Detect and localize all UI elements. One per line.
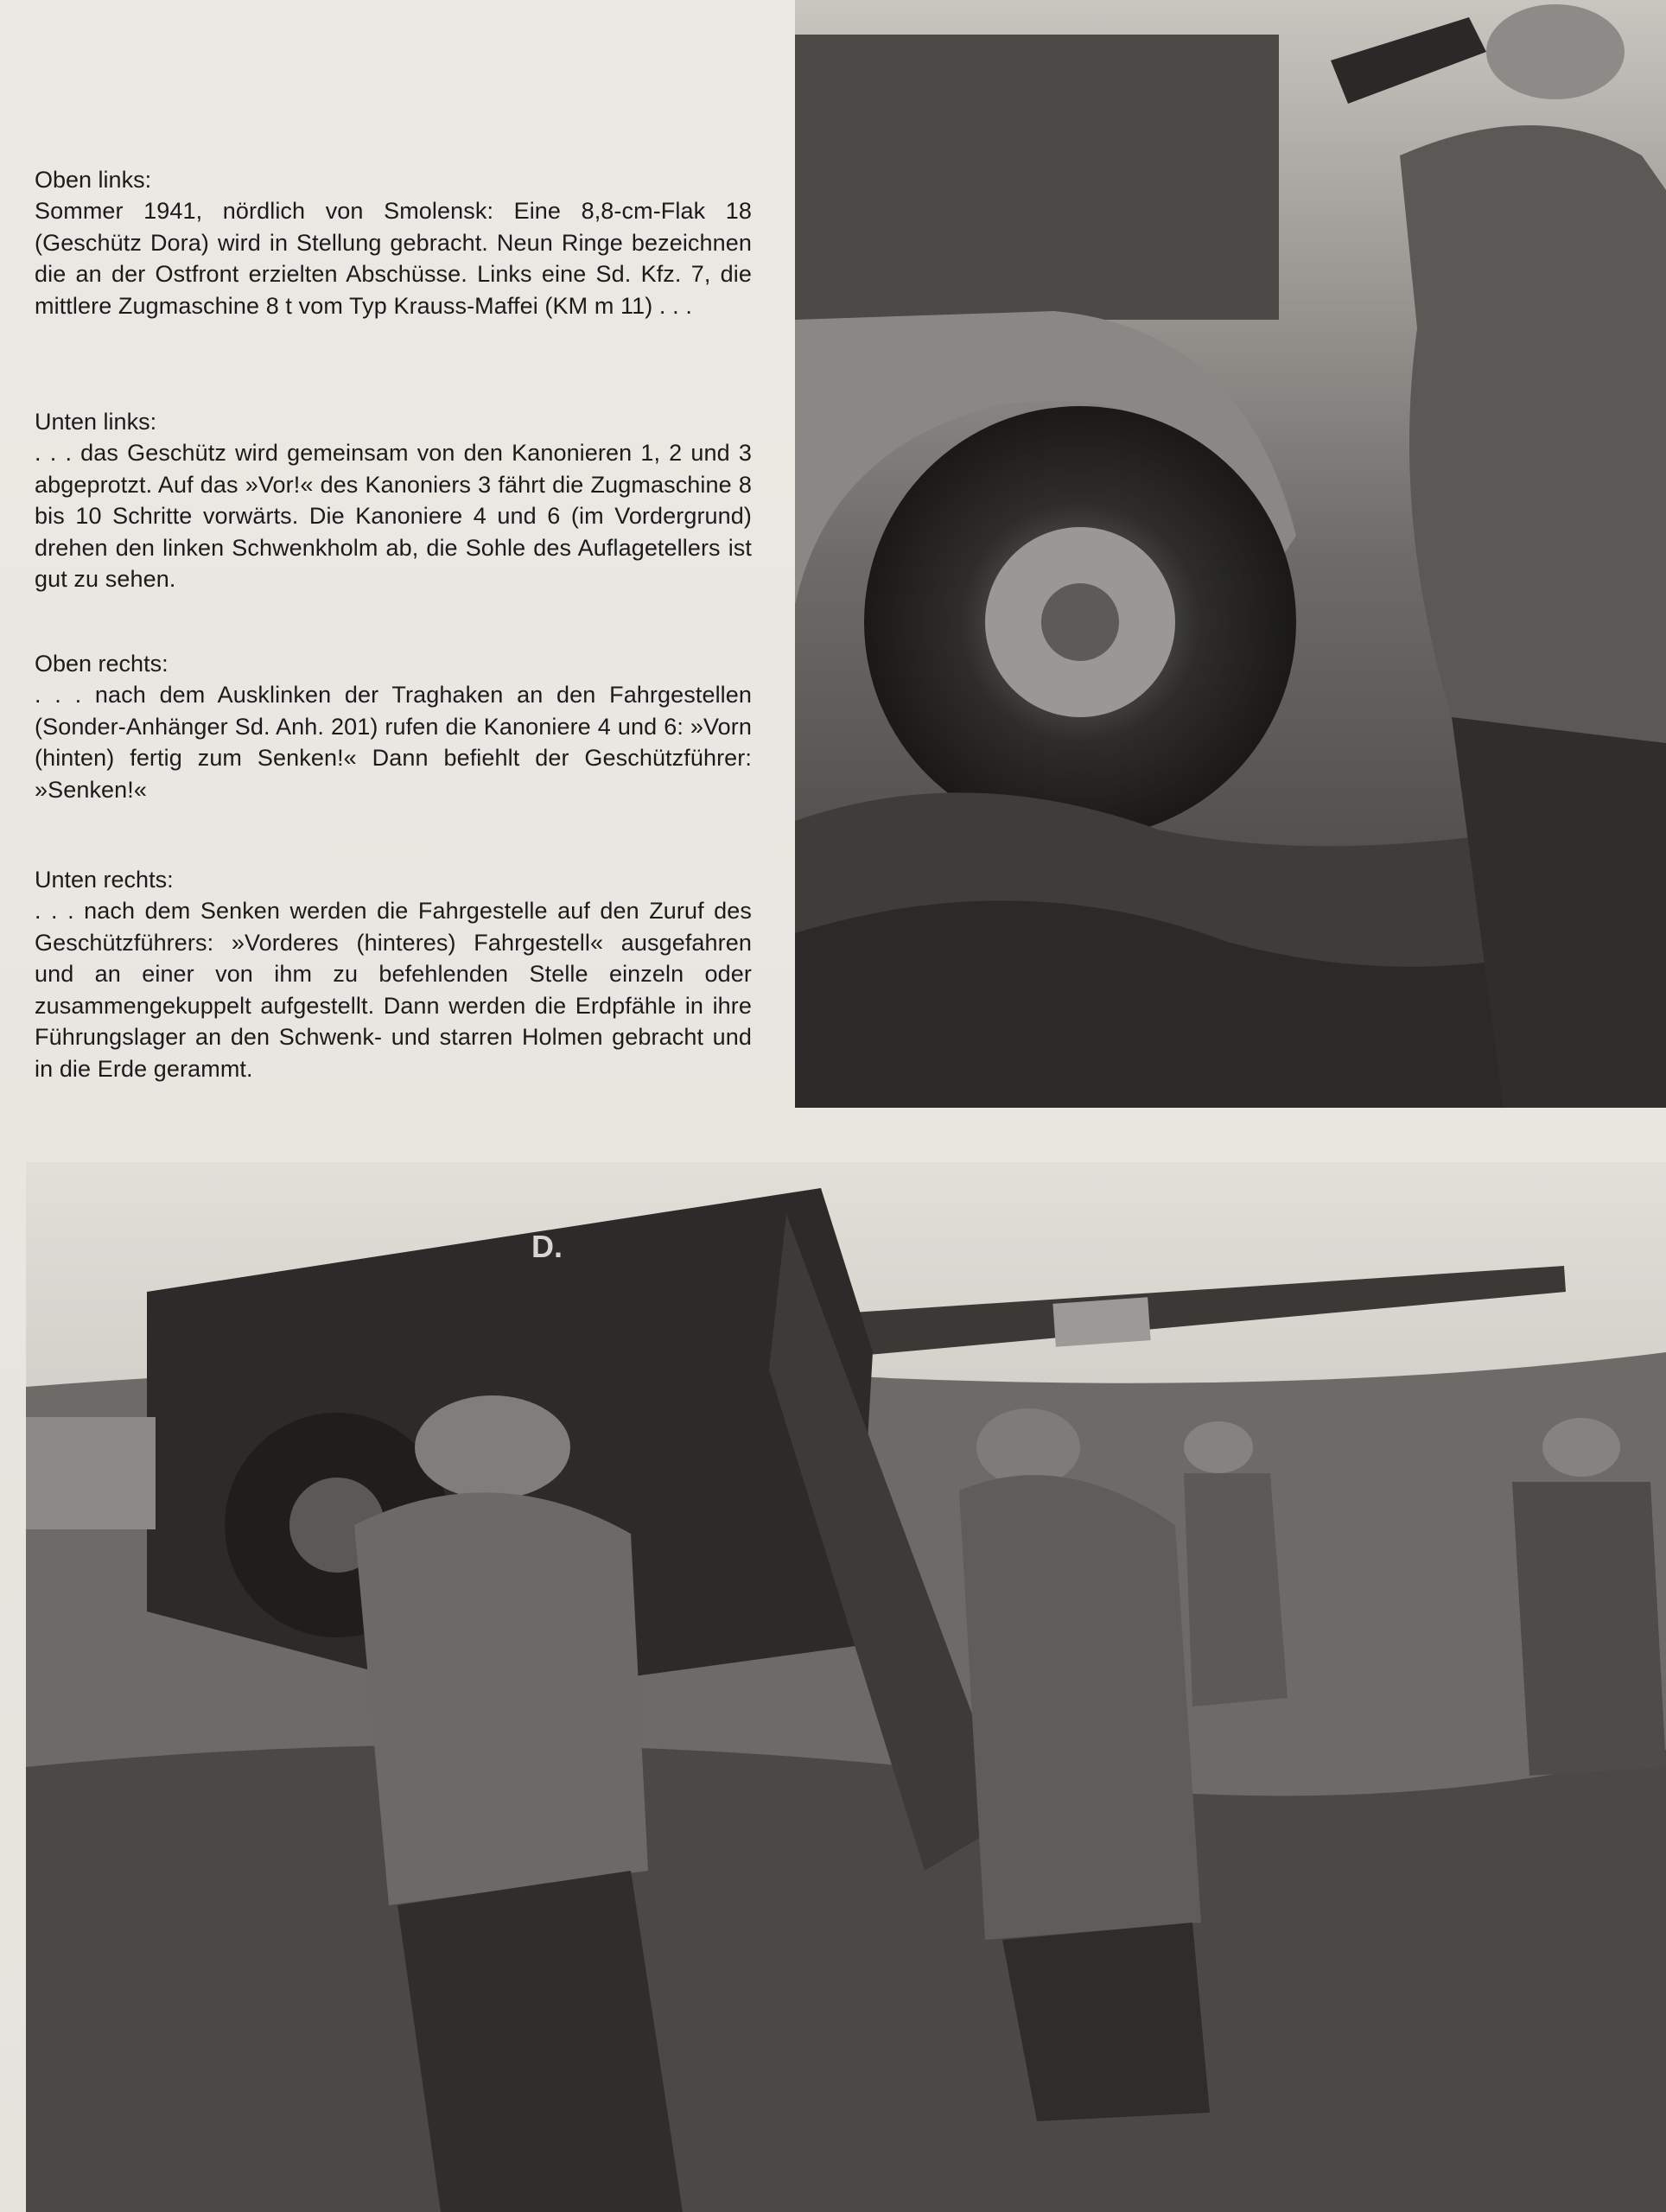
caption-bottom-right (35, 864, 752, 1084)
caption-text: . . . das Geschütz wird gemeinsam von den Kanonieren 1, 2 und 3 abgeprotzt. Auf das »Vor!« des Kanoniers 3 fährt die Zugmaschine 8 bis 10 Schritte vorwärts. Die Kanoniere 4 und 6 (im Vordergrund) drehen den linken Schwenkholm ab, die Sohle des Auflagetellers ist gut zu sehen. (35, 440, 752, 592)
halftrack-wheel-photo (795, 0, 1666, 1108)
caption-heading: Unten links: (35, 409, 157, 435)
caption-bottom-left (35, 406, 752, 595)
caption-heading: Unten rechts: (35, 867, 174, 893)
caption-heading: Oben rechts: (35, 651, 169, 677)
halftrack-wheel-illustration (795, 0, 1666, 1108)
flak-gun-crew-photo (26, 1162, 1666, 2212)
caption-text: Sommer 1941, nördlich von Smolensk: Eine 8,8-cm-Flak 18 (Geschütz Dora) wird in Stellung gebracht. Neun Ringe bezeichnen die an der Ostfront erzielten Abschüsse. Links eine Sd. Kfz. 7, die mittlere Zugmaschine 8 t vom Typ Krauss-Maffei (KM m 11) . . . (35, 198, 752, 319)
caption-top-left (35, 164, 752, 321)
caption-text: . . . nach dem Ausklinken der Traghaken an den Fahrgestellen (Sonder-Anhänger Sd. Anh. 201) rufen die Kanoniere 4 und 6: »Vorn (hinten) fertig zum Senken!« Dann befiehlt der Geschützführer: »Senken!« (35, 682, 752, 803)
gun-marking: D. (531, 1229, 563, 1264)
flak-gun-illustration (26, 1162, 1666, 2212)
caption-text: . . . nach dem Senken werden die Fahrgestelle auf den Zuruf des Geschützführers: »Vorderes (hinteres) Fahrgestell« ausgefahren und an einer von ihm zu befehlenden Stelle einzeln oder zusammengekuppelt aufgestellt. Dann werden die Erdpfähle in ihre Führungslager an den Schwenk- und starren Holmen gebracht und in die Erde gerammt. (35, 898, 752, 1082)
caption-top-right (35, 648, 752, 805)
caption-heading: Oben links: (35, 167, 152, 193)
